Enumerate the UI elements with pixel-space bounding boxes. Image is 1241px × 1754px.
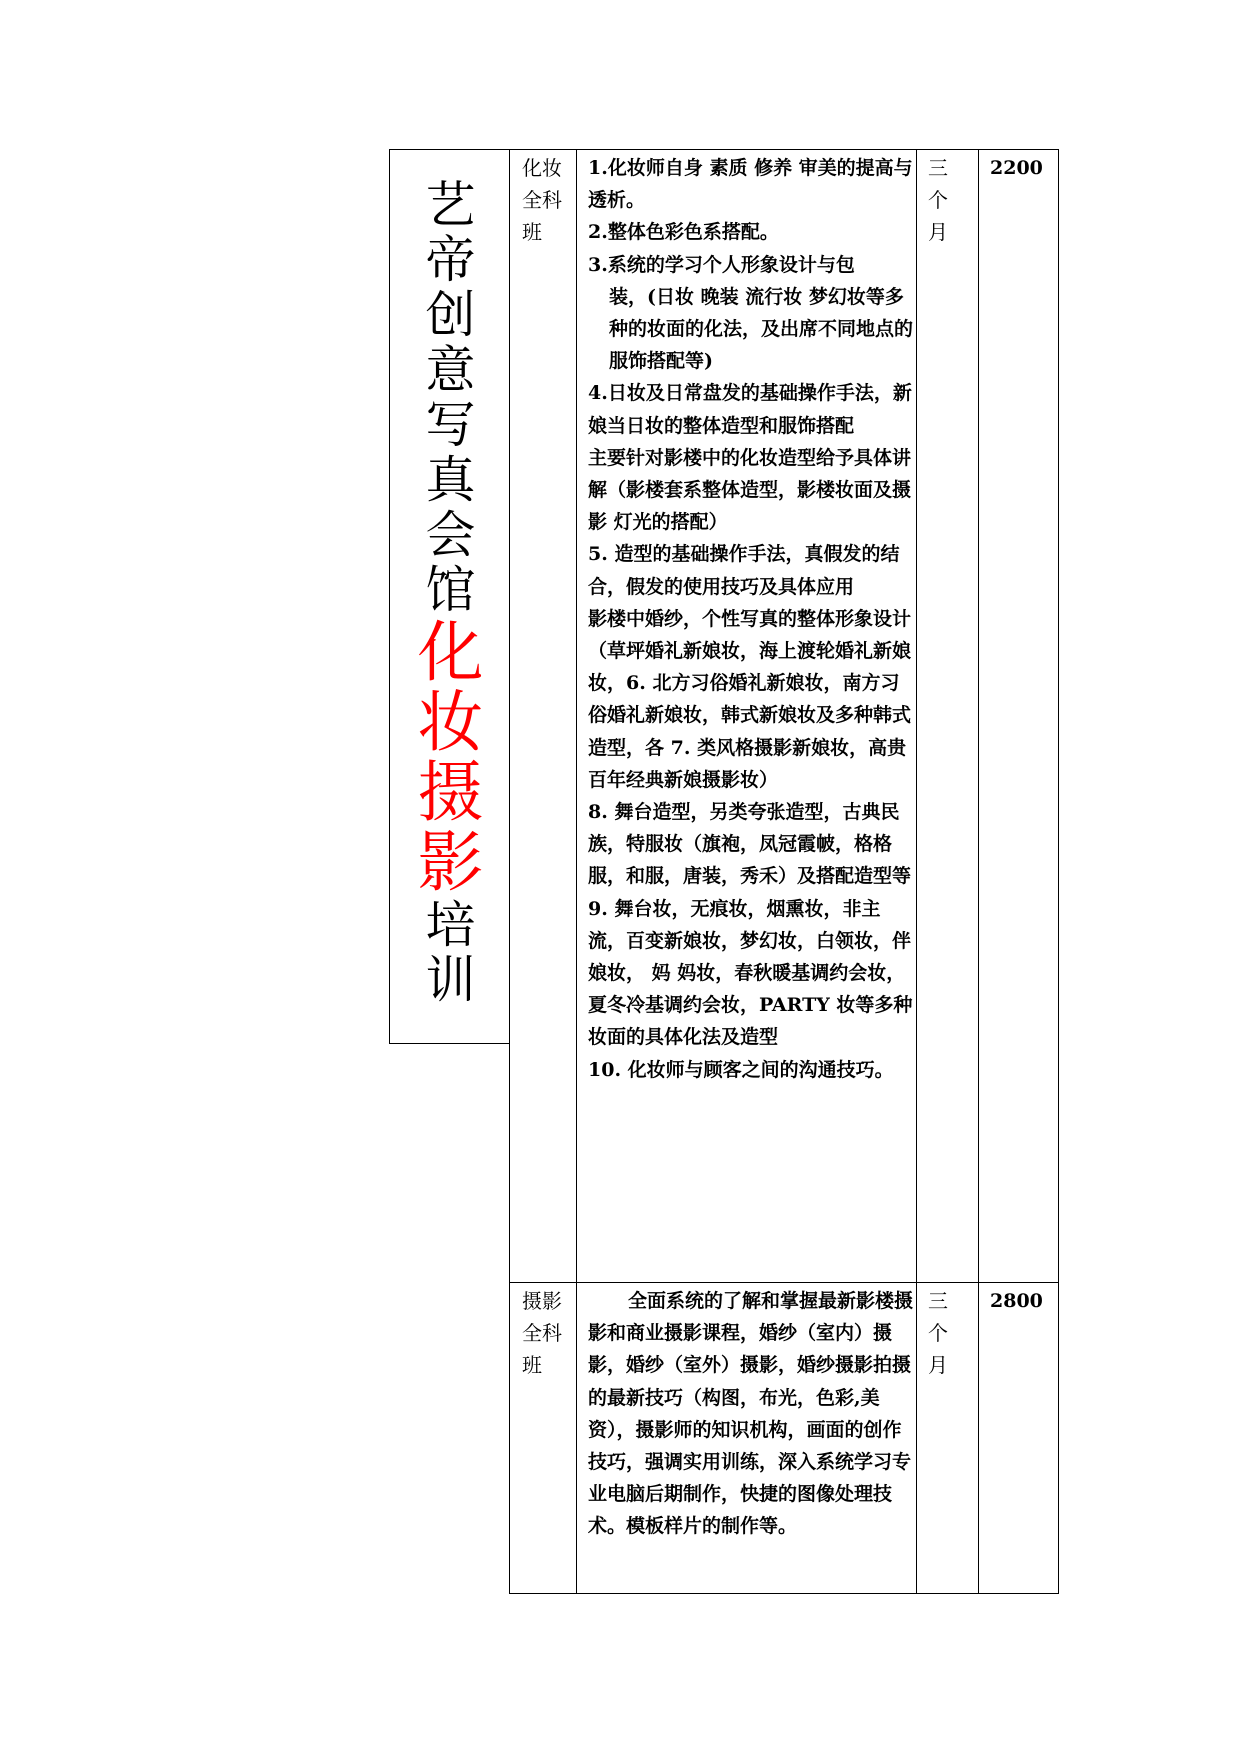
course-description-cell bbox=[577, 150, 917, 1283]
course-name-line: 化妆 bbox=[522, 156, 562, 180]
title-char: 馆 bbox=[425, 561, 476, 619]
course-description-cell bbox=[577, 1283, 917, 1594]
price-cell: 2200 bbox=[979, 150, 1059, 1283]
title-char-highlight: 影 bbox=[417, 824, 484, 901]
duration-line: 月 bbox=[928, 1353, 948, 1377]
title-char: 培 bbox=[425, 896, 476, 954]
description-paragraph: 3.系统的学习个人形象设计与包 bbox=[588, 253, 855, 276]
title-char: 艺 bbox=[425, 176, 476, 234]
course-name-line: 全科 bbox=[522, 1321, 562, 1345]
description-paragraph: 4.日妆及日常盘发的基础操作手法，新娘当日妆的整体造型和服饰搭配 bbox=[588, 382, 912, 437]
duration-line: 三 bbox=[928, 1289, 948, 1313]
title-char: 意 bbox=[425, 341, 476, 399]
description-paragraph: 主要针对影楼中的化妆造型给予具体讲解（影楼套系整体造型，影楼妆面及摄影 灯光的搭配） bbox=[588, 446, 912, 534]
title-char-highlight: 妆 bbox=[417, 684, 484, 761]
title-char: 真 bbox=[425, 451, 476, 509]
table-row bbox=[510, 150, 1059, 1283]
title-char: 创 bbox=[425, 286, 476, 344]
description-paragraph: 1.化妆师自身 素质 修养 审美的提高与透析。 bbox=[588, 157, 913, 212]
duration-line: 个 bbox=[928, 1321, 948, 1345]
description-paragraph: 9. 舞台妆，无痕妆，烟熏妆，非主流，百变新娘妆，梦幻妆，白领妆，伴娘妆， 妈 妈妆，春秋暖基调约会妆，夏冬冷基调约会妆，PARTY 妆等多种妆面的具体化法及造型 bbox=[588, 897, 913, 1049]
course-name-line: 班 bbox=[522, 220, 542, 244]
course-name-cell bbox=[510, 1283, 577, 1594]
description-paragraph: 全面系统的了解和掌握最新影楼摄影和商业摄影课程，婚纱（室内）摄影，婚纱（室外）摄影，婚纱摄影拍摄的最新技巧（构图，布光，色彩,美资），摄影师的知识机构，画面的创作技巧，强调实用训练，深入系统学习专业电脑后期制作，快捷的图像处理技术。模板样片的制作等。 bbox=[588, 1290, 914, 1538]
title-char-highlight: 化 bbox=[417, 614, 484, 691]
description-paragraph: 装，(日妆 晚装 流行妆 梦幻妆等多种的妆面的化法，及出席不同地点的服饰搭配等) bbox=[609, 285, 914, 373]
course-name-cell bbox=[510, 150, 577, 1283]
title-box bbox=[389, 149, 510, 1044]
duration-line: 三 bbox=[928, 156, 948, 180]
duration-line: 月 bbox=[928, 220, 948, 244]
course-table bbox=[509, 149, 1059, 1594]
price-cell: 2800 bbox=[979, 1283, 1059, 1594]
title-char: 写 bbox=[425, 396, 476, 454]
title-char: 会 bbox=[425, 506, 476, 564]
course-name-line: 班 bbox=[522, 1353, 542, 1377]
course-name-line: 全科 bbox=[522, 188, 562, 212]
table-row bbox=[510, 1283, 1059, 1594]
description-paragraph: 10. 化妆师与顾客之间的沟通技巧。 bbox=[588, 1058, 894, 1081]
course-name-line: 摄影 bbox=[522, 1289, 562, 1313]
vertical-title bbox=[394, 178, 507, 1008]
title-char-highlight: 摄 bbox=[417, 754, 484, 831]
duration-cell bbox=[917, 1283, 979, 1594]
title-char: 训 bbox=[425, 951, 476, 1009]
title-char: 帝 bbox=[425, 231, 476, 289]
description-paragraph: 8. 舞台造型，另类夸张造型，古典民族，特服妆（旗袍，凤冠霞帔，格格服，和服，唐装，秀禾）及搭配造型等 bbox=[588, 801, 912, 888]
description-paragraph: 影楼中婚纱，个性写真的整体形象设计（草坪婚礼新娘妆，海上渡轮婚礼新娘妆，6. 北方习俗婚礼新娘妆，南方习俗婚礼新娘妆，韩式新娘妆及多种韩式造型，各 7. 类风格摄影新娘妆，高贵百年经典新娘摄影妆） bbox=[588, 607, 912, 791]
duration-line: 个 bbox=[928, 188, 948, 212]
description-paragraph: 5. 造型的基础操作手法，真假发的结合，假发的使用技巧及具体应用 bbox=[588, 543, 900, 598]
duration-cell bbox=[917, 150, 979, 1283]
description-paragraph: 2.整体色彩色系搭配。 bbox=[588, 221, 779, 244]
